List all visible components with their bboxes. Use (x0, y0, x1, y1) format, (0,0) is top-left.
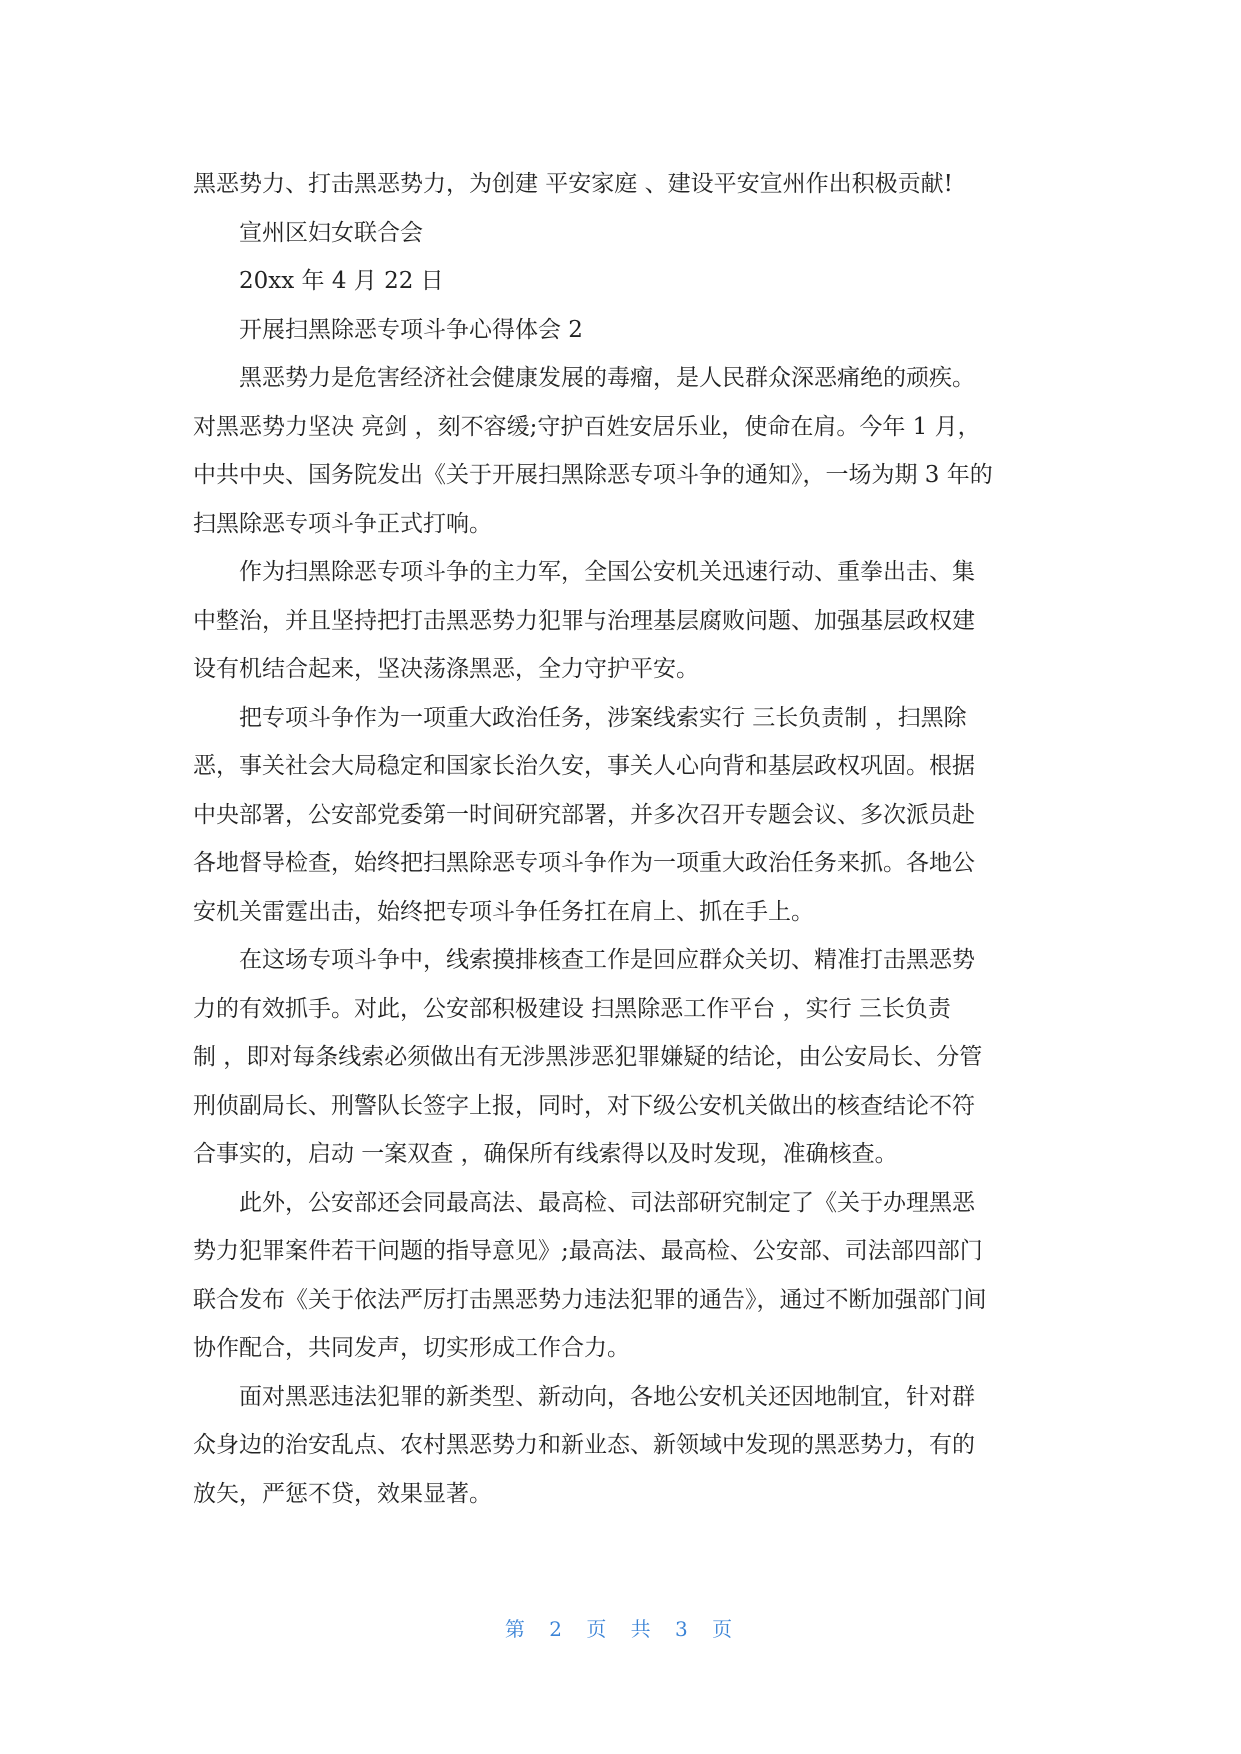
text-line: 各地督导检查，始终把扫黑除恶专项斗争作为一项重大政治任务来抓。各地公 (193, 850, 975, 876)
text-line: 中央部署，公安部党委第一时间研究部署，并多次召开专题会议、多次派员赴 (193, 801, 975, 828)
text-line: 恶，事关社会大局稳定和国家长治久安，事关人心向背和基层政权巩固。根据 (193, 753, 975, 779)
text-line: 黑恶势力、打击黑恶势力，为创建 平安家庭 、建设平安宣州作出积极贡献! (193, 171, 953, 197)
text-line: 此外，公安部还会同最高法、最高检、司法部研究制定了《关于办理黑恶 (239, 1189, 975, 1216)
text-line: 面对黑恶违法犯罪的新类型、新动向，各地公安机关还因地制宜，针对群 (239, 1383, 975, 1410)
text-line: 合事实的，启动 一案双查 ，确保所有线索得以及时发现，准确核查。 (193, 1141, 898, 1167)
text-line: 安机关雷霆出击，始终把专项斗争任务扛在肩上、抓在手上。 (193, 898, 814, 925)
text-line: 对黑恶势力坚决 亮剑 ，刻不容缓;守护百姓安居乐业，使命在肩。今年 1 月， (193, 413, 981, 440)
text-line: 中共中央、国务院发出《关于开展扫黑除恶专项斗争的通知》，一场为期 3 年的 (193, 462, 993, 488)
text-line: 联合发布《关于依法严厉打击黑恶势力违法犯罪的通告》，通过不断加强部门间 (193, 1286, 987, 1313)
text-line: 宣州区妇女联合会 (239, 219, 423, 246)
text-line: 中整治，并且坚持把打击黑恶势力犯罪与治理基层腐败问题、加强基层政权建 (193, 607, 975, 634)
text-line: 开展扫黑除恶专项斗争心得体会 2 (239, 316, 583, 343)
text-line: 黑恶势力是危害经济社会健康发展的毒瘤，是人民群众深恶痛绝的顽疾。 (239, 365, 975, 391)
page-number-footer: 第 2 页 共 3 页 (504, 1617, 737, 1641)
text-line: 作为扫黑除恶专项斗争的主力军，全国公安机关迅速行动、重拳出击、集 (239, 559, 975, 585)
text-line: 设有机结合起来，坚决荡涤黑恶，全力守护平安。 (193, 656, 699, 682)
text-line: 在这场专项斗争中，线索摸排核查工作是回应群众关切、精准打击黑恶势 (239, 947, 975, 973)
text-line: 把专项斗争作为一项重大政治任务，涉案线索实行 三长负责制 ，扫黑除 (239, 704, 967, 731)
text-line: 力的有效抓手。对此，公安部积极建设 扫黑除恶工作平台 ，实行 三长负责 (193, 995, 951, 1022)
text-line: 刑侦副局长、刑警队长签字上报，同时，对下级公安机关做出的核查结论不符 (193, 1092, 975, 1119)
text-line: 势力犯罪案件若干问题的指导意见》;最高法、最高检、公安部、司法部四部门 (193, 1238, 983, 1264)
text-line: 制 ，即对每条线索必须做出有无涉黑涉恶犯罪嫌疑的结论，由公安局长、分管 (193, 1044, 983, 1070)
text-line: 扫黑除恶专项斗争正式打响。 (193, 510, 492, 537)
text-line: 众身边的治安乱点、农村黑恶势力和新业态、新领域中发现的黑恶势力，有的 (193, 1432, 975, 1458)
text-line: 放矢，严惩不贷，效果显著。 (193, 1480, 492, 1507)
document-body (193, 160, 1048, 1518)
text-line: 协作配合，共同发声，切实形成工作合力。 (193, 1335, 630, 1361)
text-line: 20xx 年 4 月 22 日 (239, 268, 444, 294)
